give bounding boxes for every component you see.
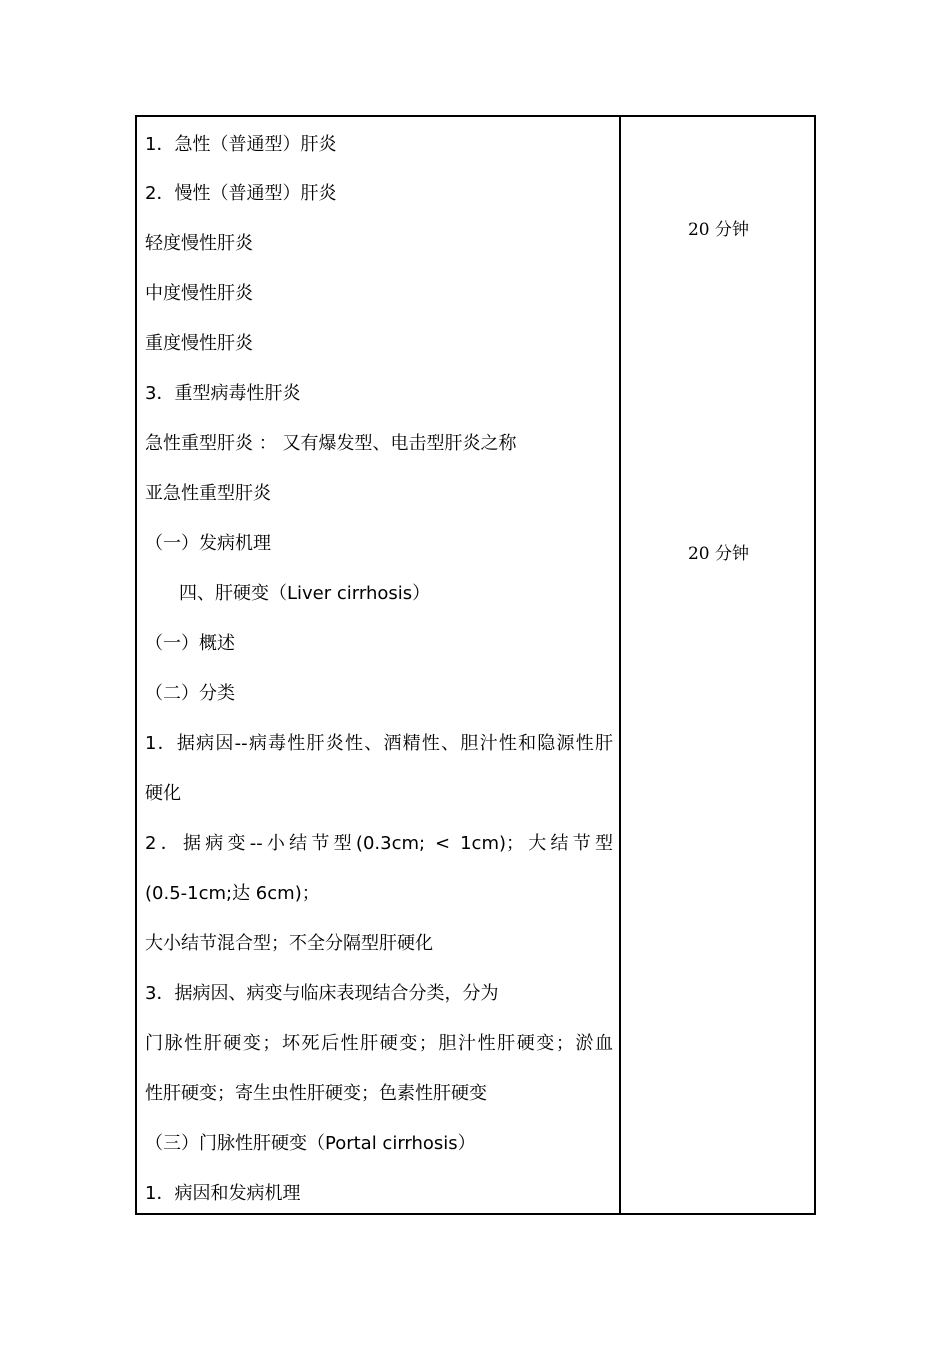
content-line: 硬化 bbox=[145, 783, 181, 804]
content-line: （二）分类 bbox=[145, 683, 235, 704]
content-line: 中度慢性肝炎 bbox=[145, 283, 253, 304]
content-line: 大小结节混合型；不全分隔型肝硬化 bbox=[145, 933, 433, 954]
content-line: 3．重型病毒性肝炎 bbox=[145, 383, 301, 404]
content-line: 重度慢性肝炎 bbox=[145, 333, 253, 354]
content-line: 1．急性（普通型）肝炎 bbox=[145, 134, 337, 155]
lesson-table bbox=[135, 115, 816, 1215]
content-line: 3．据病因、病变与临床表现结合分类，分为 bbox=[145, 983, 499, 1004]
content-line: 2．据病变--小结节型(0.3cm; < 1cm)；大结节型 bbox=[145, 833, 613, 854]
content-line: 性肝硬变；寄生虫性肝硬变；色素性肝硬变 bbox=[145, 1083, 487, 1104]
content-line: 亚急性重型肝炎 bbox=[145, 483, 271, 504]
content-column bbox=[137, 117, 619, 1213]
content-line: 1．病因和发病机理 bbox=[145, 1183, 301, 1204]
section-heading: 四、肝硬变（Liver cirrhosis） bbox=[179, 583, 431, 604]
content-line: 轻度慢性肝炎 bbox=[145, 233, 253, 254]
content-line: 门脉性肝硬变；坏死后性肝硬变；胆汁性肝硬变；淤血 bbox=[145, 1033, 613, 1054]
content-line: (0.5-1cm;达 6cm)； bbox=[145, 883, 320, 904]
content-line: （一）发病机理 bbox=[145, 533, 271, 554]
content-line: 2．慢性（普通型）肝炎 bbox=[145, 183, 337, 204]
content-line: 急性重型肝炎 ： 又有爆发型、电击型肝炎之称 bbox=[145, 433, 517, 454]
time-entry-1: 20 分钟 bbox=[687, 220, 750, 240]
column-divider bbox=[619, 117, 621, 1213]
time-entry-2: 20 分钟 bbox=[687, 544, 750, 564]
content-line: （三）门脉性肝硬变（Portal cirrhosis） bbox=[145, 1133, 476, 1154]
content-line: 1．据病因--病毒性肝炎性、酒精性、胆汁性和隐源性肝 bbox=[145, 733, 613, 754]
content-line: （一）概述 bbox=[145, 633, 235, 654]
